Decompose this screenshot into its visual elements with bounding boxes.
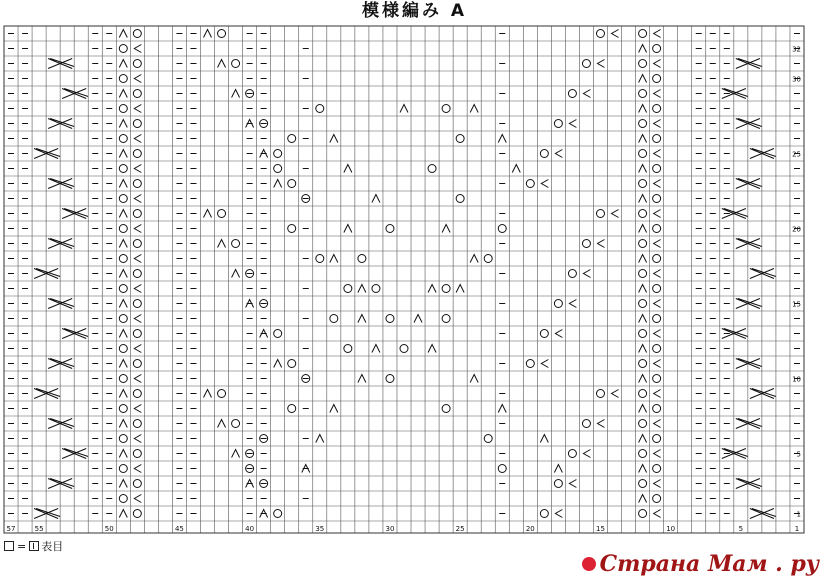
yarn-over-symbol xyxy=(653,465,661,473)
cable-cross-symbol xyxy=(736,419,762,429)
yarn-over-symbol xyxy=(639,420,647,428)
yarn-over-symbol xyxy=(639,60,647,68)
decrease-symbol xyxy=(400,105,408,113)
decrease-symbol xyxy=(134,315,141,323)
decrease-symbol xyxy=(639,315,647,323)
decrease-symbol xyxy=(583,450,590,458)
decrease-symbol xyxy=(470,375,478,383)
decrease-symbol xyxy=(612,210,619,218)
yarn-over-symbol xyxy=(484,255,492,263)
yarn-over-symbol xyxy=(582,240,590,248)
decrease-symbol xyxy=(654,30,661,38)
decrease-symbol xyxy=(218,60,226,68)
yarn-over-symbol xyxy=(442,405,450,413)
yarn-over-symbol xyxy=(554,480,562,488)
yarn-over-symbol xyxy=(639,120,647,128)
yarn-over-symbol xyxy=(133,270,141,278)
decrease-symbol xyxy=(583,270,590,278)
legend-label: 表目 xyxy=(41,540,64,553)
yarn-over-symbol xyxy=(498,465,506,473)
yarn-over-symbol xyxy=(133,420,141,428)
yarn-over-symbol xyxy=(133,60,141,68)
yarn-over-symbol xyxy=(218,390,226,398)
yarn-over-symbol xyxy=(653,345,661,353)
stitch-number: 50 xyxy=(104,525,114,533)
decrease-symbol xyxy=(344,225,352,233)
decrease-symbol xyxy=(119,30,127,38)
cable-cross-symbol xyxy=(48,299,74,309)
decrease-symbol xyxy=(555,330,562,338)
yarn-over-symbol xyxy=(372,285,380,293)
decrease-symbol xyxy=(274,360,282,368)
decrease-symbol xyxy=(134,435,141,443)
yarn-over-symbol xyxy=(639,300,647,308)
decrease-symbol xyxy=(428,345,436,353)
yarn-over-symbol xyxy=(274,165,282,173)
yarn-over-symbol xyxy=(540,330,548,338)
yarn-over-symbol xyxy=(288,405,296,413)
yarn-over-symbol xyxy=(596,390,604,398)
yarn-over-symbol xyxy=(119,75,127,83)
row-number: 1 xyxy=(796,510,801,519)
cable-cross-symbol xyxy=(48,119,74,129)
yarn-over-symbol xyxy=(274,330,282,338)
decrease-symbol xyxy=(119,240,127,248)
decrease-symbol xyxy=(541,180,548,188)
yarn-over-symbol xyxy=(442,285,450,293)
yarn-over-symbol xyxy=(133,240,141,248)
decrease-symbol xyxy=(639,105,647,113)
yarn-over-symbol xyxy=(288,225,296,233)
yarn-over-symbol xyxy=(582,60,590,68)
decrease-symbol xyxy=(372,195,380,203)
decrease-symbol xyxy=(119,120,127,128)
yarn-over-symbol xyxy=(653,225,661,233)
decrease-symbol xyxy=(204,210,212,218)
decrease-symbol xyxy=(134,165,141,173)
chart-border xyxy=(4,26,804,533)
decrease-symbol xyxy=(134,105,141,113)
row-number: 20 xyxy=(792,225,801,234)
cable-cross-symbol xyxy=(48,179,74,189)
yarn-over-symbol xyxy=(288,180,296,188)
yarn-over-symbol xyxy=(653,45,661,53)
cable-cross-symbol xyxy=(48,419,74,429)
yarn-over-symbol xyxy=(358,255,366,263)
decrease-symbol xyxy=(654,240,661,248)
yarn-over-symbol xyxy=(400,345,408,353)
yarn-over-symbol xyxy=(639,330,647,338)
decrease-symbol xyxy=(654,480,661,488)
yarn-over-symbol xyxy=(330,315,338,323)
decrease-symbol xyxy=(119,210,127,218)
decrease-symbol xyxy=(654,180,661,188)
decrease-symbol xyxy=(654,210,661,218)
decrease-symbol xyxy=(654,90,661,98)
yarn-over-symbol xyxy=(526,180,534,188)
yarn-over-symbol xyxy=(498,225,506,233)
yarn-over-symbol xyxy=(344,345,352,353)
yarn-over-symbol xyxy=(288,135,296,143)
decrease-symbol xyxy=(555,150,562,158)
yarn-over-symbol xyxy=(133,330,141,338)
yarn-over-symbol xyxy=(119,465,127,473)
decrease-symbol xyxy=(597,420,604,428)
decrease-symbol xyxy=(569,300,576,308)
decrease-symbol xyxy=(654,120,661,128)
yarn-over-symbol xyxy=(596,210,604,218)
yarn-over-symbol xyxy=(639,360,647,368)
yarn-over-symbol xyxy=(582,420,590,428)
decrease-symbol xyxy=(119,90,127,98)
yarn-over-symbol xyxy=(639,180,647,188)
yarn-over-symbol xyxy=(386,375,394,383)
decrease-symbol xyxy=(134,285,141,293)
cable-cross-symbol xyxy=(750,389,776,399)
yarn-over-symbol xyxy=(119,495,127,503)
decrease-symbol xyxy=(134,465,141,473)
stitch-number: 5 xyxy=(738,525,744,533)
yarn-over-symbol xyxy=(316,105,324,113)
decrease-symbol xyxy=(134,45,141,53)
yarn-over-symbol xyxy=(653,165,661,173)
row-number: 25 xyxy=(792,150,801,159)
decrease-symbol xyxy=(218,420,226,428)
decrease-symbol xyxy=(204,30,212,38)
decrease-symbol xyxy=(119,270,127,278)
decrease-symbol xyxy=(119,300,127,308)
decrease-symbol xyxy=(119,450,127,458)
yarn-over-symbol xyxy=(386,225,394,233)
decrease-symbol xyxy=(639,195,647,203)
cable-cross-symbol xyxy=(34,149,60,159)
yarn-over-symbol xyxy=(119,135,127,143)
yarn-over-symbol xyxy=(526,360,534,368)
yarn-over-symbol xyxy=(133,450,141,458)
decrease-symbol xyxy=(541,360,548,368)
decrease-symbol xyxy=(134,75,141,83)
yarn-over-symbol xyxy=(653,315,661,323)
yarn-over-symbol xyxy=(639,90,647,98)
decrease-symbol xyxy=(456,285,464,293)
decrease-symbol xyxy=(330,135,338,143)
cable-cross-symbol xyxy=(736,239,762,249)
decrease-symbol xyxy=(470,105,478,113)
yarn-over-symbol xyxy=(554,300,562,308)
cable-cross-symbol xyxy=(62,329,88,339)
yarn-over-symbol xyxy=(442,105,450,113)
decrease-symbol xyxy=(654,270,661,278)
decrease-symbol xyxy=(134,345,141,353)
decrease-symbol xyxy=(470,255,478,263)
yarn-over-symbol xyxy=(639,150,647,158)
stitch-number: 40 xyxy=(245,525,255,533)
decrease-symbol xyxy=(639,225,647,233)
yarn-over-symbol xyxy=(653,135,661,143)
yarn-over-symbol xyxy=(133,390,141,398)
cable-cross-symbol xyxy=(48,479,74,489)
site-watermark xyxy=(582,551,819,577)
decrease-symbol xyxy=(119,510,127,518)
yarn-over-symbol xyxy=(653,105,661,113)
decrease-symbol xyxy=(330,255,338,263)
decrease-symbol xyxy=(639,135,647,143)
cable-cross-symbol xyxy=(736,59,762,69)
yarn-over-symbol xyxy=(119,165,127,173)
decrease-symbol xyxy=(654,330,661,338)
decrease-symbol xyxy=(372,345,380,353)
decrease-symbol xyxy=(555,510,562,518)
decrease-symbol xyxy=(498,135,506,143)
cable-cross-symbol xyxy=(736,479,762,489)
decrease-symbol xyxy=(654,360,661,368)
yarn-over-symbol xyxy=(568,270,576,278)
yarn-over-symbol xyxy=(133,480,141,488)
yarn-over-symbol xyxy=(568,90,576,98)
yarn-over-symbol xyxy=(653,495,661,503)
yarn-over-symbol xyxy=(653,195,661,203)
decrease-symbol xyxy=(639,495,647,503)
decrease-symbol xyxy=(654,150,661,158)
yarn-over-symbol xyxy=(119,405,127,413)
cable-cross-symbol xyxy=(34,509,60,519)
cable-cross-symbol xyxy=(750,269,776,279)
decrease-symbol xyxy=(344,165,352,173)
decrease-symbol xyxy=(414,315,422,323)
cable-cross-symbol xyxy=(62,89,88,99)
yarn-over-symbol xyxy=(386,315,394,323)
decrease-symbol xyxy=(612,390,619,398)
yarn-over-symbol xyxy=(133,30,141,38)
yarn-over-symbol xyxy=(133,120,141,128)
yarn-over-symbol xyxy=(119,435,127,443)
yarn-over-symbol xyxy=(639,510,647,518)
decrease-symbol xyxy=(134,225,141,233)
yarn-over-symbol xyxy=(133,90,141,98)
yarn-over-symbol xyxy=(344,285,352,293)
decrease-symbol xyxy=(358,315,366,323)
cable-cross-symbol xyxy=(750,149,776,159)
yarn-over-symbol xyxy=(540,150,548,158)
cable-cross-symbol xyxy=(62,209,88,219)
decrease-symbol xyxy=(358,285,366,293)
row-number: 10 xyxy=(792,375,801,384)
yarn-over-symbol xyxy=(442,315,450,323)
row-number: 30 xyxy=(792,75,801,84)
decrease-symbol xyxy=(612,30,619,38)
yarn-over-symbol xyxy=(119,225,127,233)
yarn-over-symbol xyxy=(639,240,647,248)
decrease-symbol xyxy=(639,255,647,263)
yarn-over-symbol xyxy=(428,165,436,173)
decrease-symbol xyxy=(639,165,647,173)
stitch-number: 55 xyxy=(34,525,44,533)
yarn-over-symbol xyxy=(639,30,647,38)
cable-cross-symbol xyxy=(48,59,74,69)
yarn-over-symbol xyxy=(119,375,127,383)
decrease-symbol xyxy=(654,300,661,308)
yarn-over-symbol xyxy=(133,510,141,518)
decrease-symbol xyxy=(540,435,548,443)
decrease-symbol xyxy=(583,90,590,98)
blank-cell-icon xyxy=(4,541,14,551)
decrease-symbol xyxy=(119,420,127,428)
yarn-over-symbol xyxy=(540,510,548,518)
knit-symbol-icon xyxy=(29,541,39,551)
decrease-symbol xyxy=(654,510,661,518)
yarn-over-symbol xyxy=(568,450,576,458)
chart-title: 模様編み A xyxy=(361,1,468,21)
decrease-symbol xyxy=(639,465,647,473)
decrease-symbol xyxy=(597,60,604,68)
yarn-over-symbol xyxy=(456,195,464,203)
stitch-number: 35 xyxy=(315,525,325,533)
decrease-symbol xyxy=(119,150,127,158)
yarn-over-symbol xyxy=(639,480,647,488)
decrease-symbol xyxy=(316,435,324,443)
decrease-symbol xyxy=(330,405,338,413)
decrease-symbol xyxy=(654,390,661,398)
decrease-symbol xyxy=(442,225,450,233)
yarn-over-symbol xyxy=(232,240,240,248)
cable-cross-symbol xyxy=(736,119,762,129)
yarn-over-symbol xyxy=(274,510,282,518)
yarn-over-symbol xyxy=(596,30,604,38)
decrease-symbol xyxy=(639,435,647,443)
decrease-symbol xyxy=(498,405,506,413)
decrease-symbol xyxy=(119,390,127,398)
cable-cross-symbol xyxy=(736,359,762,369)
decrease-symbol xyxy=(134,495,141,503)
yarn-over-symbol xyxy=(119,315,127,323)
yarn-over-symbol xyxy=(119,105,127,113)
decrease-symbol xyxy=(639,75,647,83)
yarn-over-symbol xyxy=(316,255,324,263)
decrease-symbol xyxy=(134,195,141,203)
cable-cross-symbol xyxy=(34,389,60,399)
decrease-symbol xyxy=(232,90,240,98)
cable-cross-symbol xyxy=(34,269,60,279)
yarn-over-symbol xyxy=(133,360,141,368)
yarn-over-symbol xyxy=(653,375,661,383)
decrease-symbol xyxy=(218,240,226,248)
cable-cross-symbol xyxy=(750,509,776,519)
decrease-symbol xyxy=(639,45,647,53)
decrease-symbol xyxy=(639,405,647,413)
decrease-symbol xyxy=(134,405,141,413)
yarn-over-symbol xyxy=(119,255,127,263)
decrease-symbol xyxy=(134,375,141,383)
cable-cross-symbol xyxy=(48,239,74,249)
decrease-symbol xyxy=(232,270,240,278)
row-number: 32 xyxy=(792,45,801,54)
decrease-symbol xyxy=(119,60,127,68)
yarn-over-symbol xyxy=(639,390,647,398)
yarn-over-symbol xyxy=(119,285,127,293)
decrease-symbol xyxy=(232,450,240,458)
yarn-over-symbol xyxy=(232,60,240,68)
yarn-over-symbol xyxy=(653,405,661,413)
stitch-number: 10 xyxy=(666,525,676,533)
yarn-over-symbol xyxy=(218,30,226,38)
decrease-symbol xyxy=(639,345,647,353)
row-number: 5 xyxy=(796,450,801,459)
decrease-symbol xyxy=(597,240,604,248)
yarn-over-symbol xyxy=(274,150,282,158)
cable-cross-symbol xyxy=(62,449,88,459)
decrease-symbol xyxy=(119,360,127,368)
decrease-symbol xyxy=(428,285,436,293)
stitch-number: 1 xyxy=(794,525,800,533)
yarn-over-symbol xyxy=(119,195,127,203)
stitch-number: 57 xyxy=(6,525,16,533)
decrease-symbol xyxy=(639,285,647,293)
stitch-number: 45 xyxy=(174,525,184,533)
cable-cross-symbol xyxy=(736,299,762,309)
yarn-over-symbol xyxy=(133,180,141,188)
yarn-over-symbol xyxy=(484,435,492,443)
logo-icon xyxy=(582,557,596,571)
yarn-over-symbol xyxy=(554,120,562,128)
yarn-over-symbol xyxy=(218,210,226,218)
decrease-symbol xyxy=(204,390,212,398)
decrease-symbol xyxy=(134,255,141,263)
decrease-symbol xyxy=(119,480,127,488)
stitch-number: 25 xyxy=(455,525,465,533)
yarn-over-symbol xyxy=(639,270,647,278)
legend-equals: = xyxy=(17,539,27,553)
yarn-over-symbol xyxy=(653,435,661,443)
yarn-over-symbol xyxy=(653,75,661,83)
yarn-over-symbol xyxy=(119,45,127,53)
decrease-symbol xyxy=(512,165,520,173)
yarn-over-symbol xyxy=(288,360,296,368)
decrease-symbol xyxy=(654,450,661,458)
yarn-over-symbol xyxy=(133,300,141,308)
decrease-symbol xyxy=(119,180,127,188)
decrease-symbol xyxy=(358,375,366,383)
yarn-over-symbol xyxy=(653,255,661,263)
watermark-text: Страна Мам . ру xyxy=(599,551,819,577)
decrease-symbol xyxy=(274,180,282,188)
stitch-number: 20 xyxy=(525,525,535,533)
stitch-number: 15 xyxy=(596,525,605,533)
decrease-symbol xyxy=(654,420,661,428)
yarn-over-symbol xyxy=(119,345,127,353)
yarn-over-symbol xyxy=(639,210,647,218)
yarn-over-symbol xyxy=(232,420,240,428)
decrease-symbol xyxy=(554,465,562,473)
yarn-over-symbol xyxy=(456,135,464,143)
row-number: 15 xyxy=(792,300,801,309)
decrease-symbol xyxy=(119,330,127,338)
decrease-symbol xyxy=(639,375,647,383)
cable-cross-symbol xyxy=(736,179,762,189)
decrease-symbol xyxy=(569,480,576,488)
decrease-symbol xyxy=(654,60,661,68)
decrease-symbol xyxy=(569,120,576,128)
cable-cross-symbol xyxy=(48,359,74,369)
yarn-over-symbol xyxy=(653,285,661,293)
yarn-over-symbol xyxy=(133,210,141,218)
yarn-over-symbol xyxy=(133,150,141,158)
decrease-symbol xyxy=(134,135,141,143)
legend xyxy=(4,538,63,554)
stitch-number: 30 xyxy=(385,525,395,533)
yarn-over-symbol xyxy=(639,450,647,458)
